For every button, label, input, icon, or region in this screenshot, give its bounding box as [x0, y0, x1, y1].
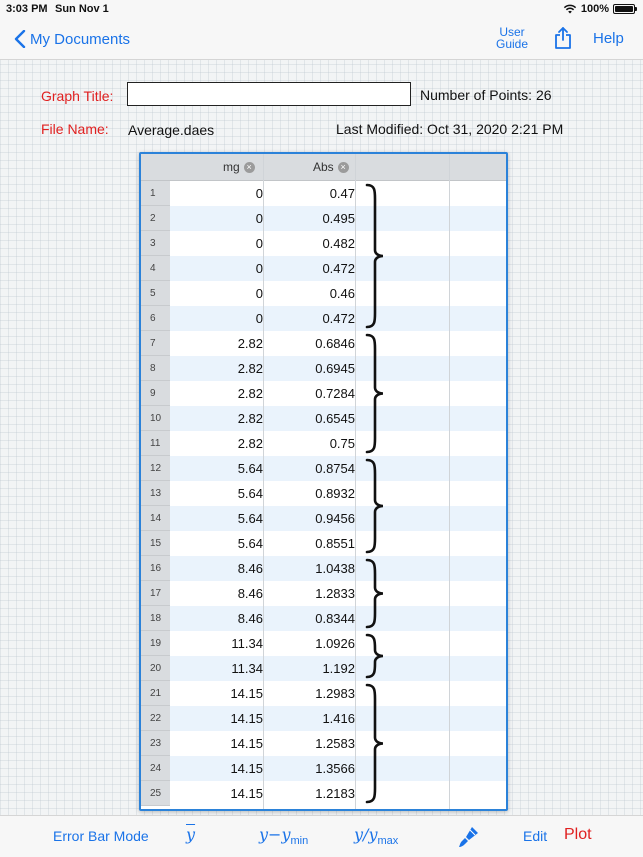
cell-abs[interactable]: 1.0926 [315, 636, 355, 651]
group-brace [367, 635, 383, 677]
row-index: 20 [141, 656, 170, 681]
table-row[interactable] [141, 456, 506, 481]
group-brace [367, 185, 383, 327]
help-button[interactable]: Help [593, 30, 624, 47]
row-index: 19 [141, 631, 170, 656]
table-row[interactable] [141, 381, 506, 406]
cell-abs[interactable]: 1.3566 [315, 761, 355, 776]
table-row[interactable] [141, 681, 506, 706]
column-divider [263, 154, 264, 809]
cell-abs[interactable]: 0.6945 [315, 361, 355, 376]
cell-mg[interactable]: 14.15 [230, 686, 263, 701]
table-header [141, 154, 506, 181]
row-index: 24 [141, 756, 170, 781]
cell-mg[interactable]: 0 [255, 211, 263, 226]
nav-bar [0, 20, 643, 60]
table-row[interactable] [141, 331, 506, 356]
row-index: 12 [141, 456, 170, 481]
row-index: 15 [141, 531, 170, 556]
cell-abs[interactable]: 0.8932 [315, 486, 355, 501]
cell-mg[interactable]: 8.46 [237, 586, 263, 601]
row-index: 23 [141, 731, 170, 756]
row-index: 16 [141, 556, 170, 581]
plot-button[interactable]: Plot [564, 826, 592, 843]
status-date: Sun Nov 1 [55, 3, 109, 15]
cell-mg[interactable]: 0 [255, 261, 263, 276]
row-index: 4 [141, 256, 170, 281]
cell-mg[interactable]: 5.64 [237, 486, 263, 501]
row-index: 5 [141, 281, 170, 306]
cell-abs[interactable]: 1.416 [322, 711, 355, 726]
cell-abs[interactable]: 0.46 [329, 286, 355, 301]
row-index: 17 [141, 581, 170, 606]
cell-abs[interactable]: 0.8754 [315, 461, 355, 476]
row-index: 1 [141, 181, 170, 206]
cell-abs[interactable]: 0.6846 [315, 336, 355, 351]
cell-abs[interactable]: 1.192 [322, 661, 355, 676]
cell-mg[interactable]: 5.64 [237, 461, 263, 476]
row-index: 25 [141, 781, 170, 806]
table-row[interactable] [141, 656, 506, 681]
cell-mg[interactable]: 14.15 [230, 761, 263, 776]
file-name-value: Average.daes [128, 122, 215, 138]
cell-abs[interactable]: 0.75 [329, 436, 355, 451]
cell-mg[interactable]: 0 [255, 186, 263, 201]
cell-mg[interactable]: 8.46 [237, 611, 263, 626]
y-mean-button[interactable]: $\overline{y}$ [186, 825, 196, 844]
table-row[interactable] [141, 431, 506, 456]
cell-mg[interactable]: 5.64 [237, 511, 263, 526]
group-brace [367, 560, 383, 627]
cell-abs[interactable]: 0.495 [322, 211, 355, 226]
status-time: 3:03 PM [6, 3, 48, 15]
column-header-mg[interactable] [223, 160, 255, 174]
table-row[interactable] [141, 356, 506, 381]
table-row[interactable] [141, 231, 506, 256]
cell-abs[interactable]: 0.482 [322, 236, 355, 251]
y-div-sub: max [377, 835, 399, 848]
user-guide-line2: Guide [495, 37, 529, 51]
cell-abs[interactable]: 1.0438 [315, 561, 355, 576]
user-guide-button[interactable] [494, 26, 530, 50]
y-minus-label-2: y [281, 825, 291, 844]
table-row[interactable] [141, 556, 506, 581]
row-index: 3 [141, 231, 170, 256]
number-of-points: Number of Points: 26 [420, 87, 552, 103]
cell-abs[interactable]: 0.9456 [315, 511, 355, 526]
y-div-label-2: y [368, 825, 378, 844]
table-row[interactable] [141, 531, 506, 556]
cell-mg[interactable]: 8.46 [237, 561, 263, 576]
table-row[interactable] [141, 281, 506, 306]
table-row[interactable] [141, 581, 506, 606]
cell-mg[interactable]: 14.15 [230, 786, 263, 801]
table-row[interactable] [141, 631, 506, 656]
y-minus-label: y [259, 825, 269, 844]
cell-mg[interactable]: 0 [255, 311, 263, 326]
row-index: 22 [141, 706, 170, 731]
cell-mg[interactable]: 2.82 [237, 411, 263, 426]
battery-level [615, 6, 633, 12]
y-div-label: y [354, 825, 364, 844]
table-row[interactable] [141, 181, 506, 206]
row-index: 8 [141, 356, 170, 381]
bottom-toolbar [0, 815, 643, 857]
table-row[interactable] [141, 256, 506, 281]
cell-mg[interactable]: 14.15 [230, 711, 263, 726]
cell-abs[interactable]: 0.472 [322, 311, 355, 326]
column-header-abs-label: Abs [313, 160, 334, 174]
y-minus-ymin-button[interactable]: $y-y_{min}$ [259, 825, 309, 848]
table-row[interactable] [141, 481, 506, 506]
row-index: 6 [141, 306, 170, 331]
cell-mg[interactable]: 2.82 [237, 336, 263, 351]
graph-title-label: Graph Title: [41, 88, 114, 104]
chevron-left-icon [14, 30, 26, 48]
table-row[interactable] [141, 731, 506, 756]
table-row[interactable] [141, 406, 506, 431]
table-row[interactable] [141, 756, 506, 781]
table-row[interactable] [141, 781, 506, 806]
cell-mg[interactable]: 11.34 [231, 636, 263, 651]
cell-abs[interactable]: 0.472 [322, 261, 355, 276]
row-index: 9 [141, 381, 170, 406]
share-icon[interactable] [553, 26, 573, 50]
status-right [563, 3, 635, 15]
cell-mg[interactable]: 14.15 [230, 736, 263, 751]
user-guide-line1: User [499, 25, 525, 39]
battery-percent: 100% [580, 3, 609, 15]
row-index: 18 [141, 606, 170, 631]
cell-mg[interactable]: 2.82 [237, 361, 263, 376]
data-table[interactable] [139, 152, 508, 811]
cell-mg[interactable]: 2.82 [237, 436, 263, 451]
paintbrush-icon[interactable] [457, 824, 481, 850]
cell-mg[interactable]: 2.82 [237, 386, 263, 401]
status-bar [0, 0, 643, 20]
error-bar-mode-button[interactable]: Error Bar Mode [53, 828, 149, 844]
cell-abs[interactable]: 1.2183 [315, 786, 355, 801]
battery-icon [613, 4, 635, 14]
graph-title-input[interactable] [127, 82, 411, 106]
wifi-icon [563, 4, 577, 14]
row-index: 21 [141, 681, 170, 706]
group-brace [367, 335, 383, 452]
group-braces [355, 181, 415, 811]
row-index: 10 [141, 406, 170, 431]
cell-mg[interactable]: 0 [255, 286, 263, 301]
table-row[interactable] [141, 306, 506, 331]
row-index: 13 [141, 481, 170, 506]
row-index: 11 [141, 431, 170, 456]
row-index: 2 [141, 206, 170, 231]
remove-column-mg-icon[interactable]: × [244, 162, 255, 173]
table-row[interactable] [141, 206, 506, 231]
last-modified: Last Modified: Oct 31, 2020 2:21 PM [336, 121, 564, 137]
column-header-abs[interactable] [313, 160, 349, 174]
edit-button[interactable]: Edit [523, 828, 548, 844]
y-minus-sub: min [290, 835, 309, 848]
cell-abs[interactable]: 0.8344 [315, 611, 355, 626]
table-row[interactable] [141, 506, 506, 531]
cell-abs[interactable]: 0.7284 [315, 386, 355, 401]
cell-abs[interactable]: 0.6545 [315, 411, 355, 426]
y-div-ymax-button[interactable]: $y/y_{max}$ [354, 825, 399, 848]
cell-abs[interactable]: 1.2583 [315, 736, 355, 751]
cell-abs[interactable]: 0.8551 [315, 536, 355, 551]
row-index: 14 [141, 506, 170, 531]
table-row[interactable] [141, 606, 506, 631]
table-body [141, 181, 506, 806]
back-button[interactable] [14, 30, 130, 48]
row-index: 7 [141, 331, 170, 356]
group-brace [367, 685, 383, 802]
remove-column-abs-icon[interactable]: × [338, 162, 349, 173]
back-label: My Documents [30, 30, 131, 48]
cell-mg[interactable]: 5.64 [237, 536, 263, 551]
column-header-mg-label: mg [223, 160, 240, 174]
cell-abs[interactable]: 1.2833 [315, 586, 355, 601]
file-name-label: File Name: [41, 121, 109, 137]
cell-abs[interactable]: 1.2983 [315, 686, 355, 701]
cell-abs[interactable]: 0.47 [329, 186, 355, 201]
column-divider [449, 154, 450, 809]
table-row[interactable] [141, 706, 506, 731]
cell-mg[interactable]: 0 [255, 236, 263, 251]
group-brace [367, 460, 383, 552]
cell-mg[interactable]: 11.34 [231, 661, 263, 676]
